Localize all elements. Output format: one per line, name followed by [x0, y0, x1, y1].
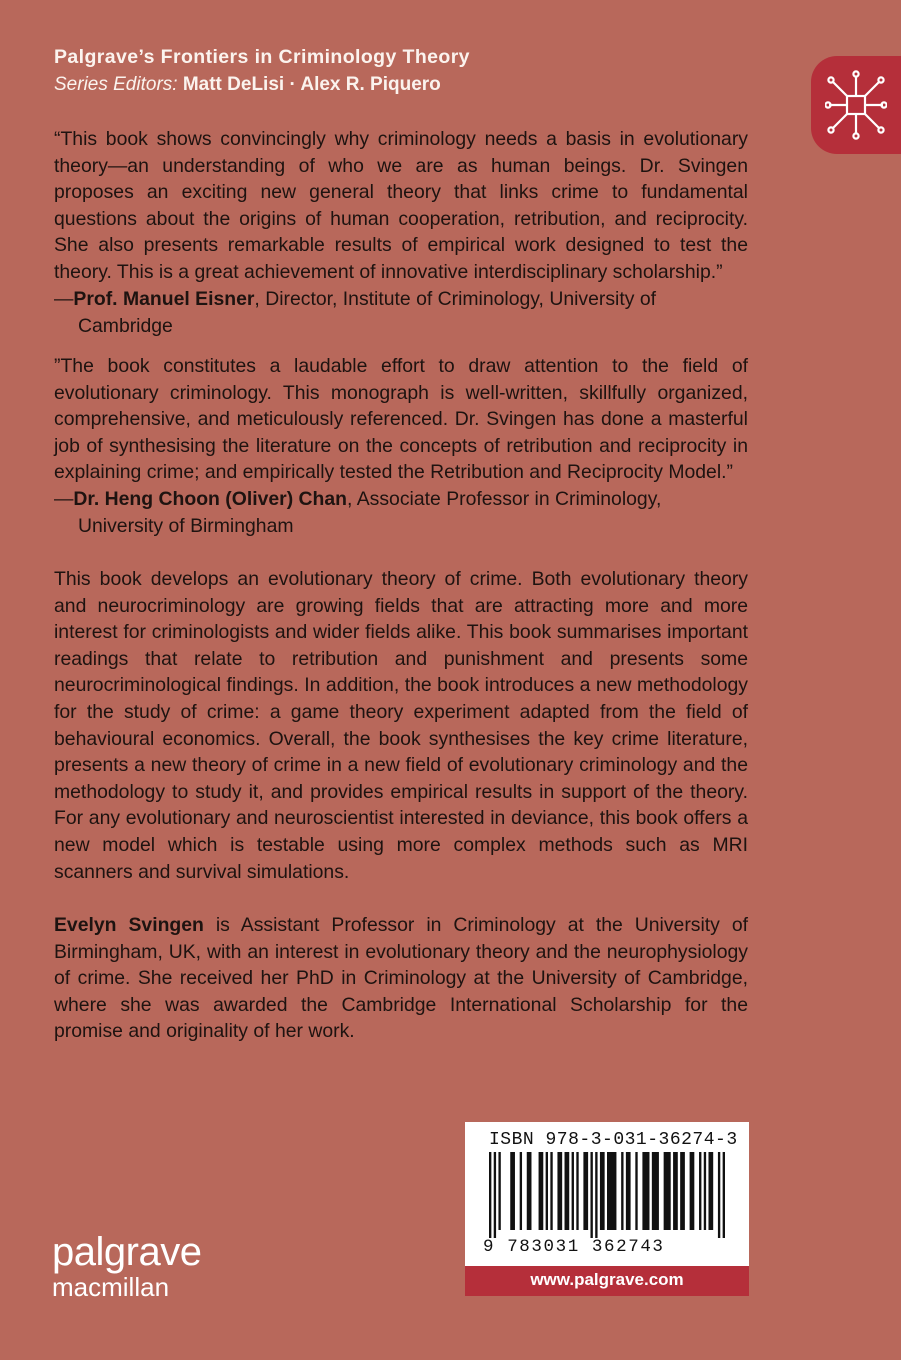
barcode-bar	[590, 1152, 592, 1238]
barcode-bar	[621, 1152, 623, 1230]
barcode-bar	[595, 1152, 597, 1238]
series-title: Palgrave’s Frontiers in Criminology Theory	[54, 46, 470, 68]
series-logo-tab	[811, 56, 901, 154]
endorser-name: Dr. Heng Choon (Oliver) Chan	[73, 488, 348, 510]
barcode-bar	[652, 1152, 659, 1230]
barcode-bar	[600, 1152, 605, 1230]
endorser-role-continued: University of Birmingham	[78, 514, 294, 537]
publisher-logo-line2: macmillan	[52, 1272, 170, 1302]
author-bio-text: is Assistant Professor in Criminology at the University of Birmingham, UK, with an interest in evolutionary theory and the neurophysiology of crime. She received her PhD in Criminology at the University of Cambridge, where she was awarded the Cambridge International Scholarship for the promise and originality of her work.	[54, 914, 748, 1043]
author-bio	[54, 912, 748, 1045]
book-description: This book develops an evolutionary theory of crime. Both evolutionary theory and neurocriminology are growing fields that are attracting more and more interest for criminologists and wider fields alike. This book summarises important readings that relate to retribution and punishment and presents some neurocriminological findings. In addition, the book introduces a new methodology for the study of crime: a game theory experiment adapted from the field of behavioural economics. Overall, the book synthesises the key crime literature, presents a new theory of crime in a new field of evolutionary criminology and the methodology to study it, and provides empirical results in support of the theory. For any evolutionary and neuroscientist interested in deviance, this book offers a new model which is testable using more complex methods such as MRI scanners and survival simulations.	[54, 568, 748, 883]
barcode-bar	[664, 1152, 671, 1230]
barcode-bar	[680, 1152, 685, 1230]
barcode-bar	[607, 1152, 616, 1230]
endorsement-attribution-2	[54, 486, 754, 539]
barcode-bar	[539, 1152, 544, 1230]
barcode-bar	[708, 1152, 713, 1230]
publisher-website[interactable]: www.palgrave.com	[465, 1266, 749, 1296]
barcode-bar	[498, 1152, 500, 1230]
barcode-bars	[489, 1152, 725, 1238]
attribution-dash: —	[54, 288, 74, 310]
barcode-bar	[510, 1152, 515, 1230]
barcode-bar	[673, 1152, 678, 1230]
barcode-bar	[572, 1152, 574, 1230]
barcode-bar	[626, 1152, 631, 1230]
barcode-bar	[520, 1152, 522, 1230]
barcode-digits: 9 783031 362743	[483, 1237, 665, 1257]
attribution-dash: —	[54, 488, 74, 510]
barcode-bar	[699, 1152, 701, 1230]
barcode-bar	[550, 1152, 552, 1230]
barcode-panel	[465, 1122, 749, 1266]
barcode-bar	[546, 1152, 548, 1230]
barcode-bar	[494, 1152, 496, 1238]
barcode-bar	[527, 1152, 532, 1230]
barcode-bar	[583, 1152, 588, 1230]
series-editors	[54, 74, 441, 96]
isbn-number: ISBN 978-3-031-36274-3	[489, 1130, 738, 1150]
series-editors-names: Matt DeLisi · Alex R. Piquero	[182, 74, 441, 95]
publisher-logo	[52, 1232, 201, 1300]
barcode-bar	[704, 1152, 706, 1230]
author-name: Evelyn Svingen	[54, 914, 204, 936]
series-editors-label: Series Editors:	[54, 74, 178, 95]
circuit-node-icon	[825, 70, 887, 140]
barcode-bar	[635, 1152, 637, 1230]
endorser-role: , Director, Institute of Criminology, University of	[254, 288, 657, 310]
endorser-role: , Associate Professor in Criminology,	[347, 488, 662, 510]
barcode-bar	[718, 1152, 720, 1238]
barcode-bar	[565, 1152, 570, 1230]
barcode-bar	[489, 1152, 491, 1238]
publisher-logo-line1: palgrave	[52, 1230, 202, 1274]
barcode-bar	[557, 1152, 562, 1230]
barcode-bar	[690, 1152, 695, 1230]
endorsement-quote-1: “This book shows convincingly why criminology needs a basis in evolutionary theory—an understanding of who we are as human beings. Dr. Svingen proposes an exciting new general theory that links crime to fundamental questions about the origins of human cooperation, retribution, and reciprocity. She also presents remarkable results of empirical work designed to test the theory. This is a great achievement of innovative interdisciplinary scholarship.”	[54, 128, 748, 283]
endorser-name: Prof. Manuel Eisner	[73, 288, 255, 310]
endorsement-attribution-1	[54, 286, 754, 339]
endorser-role-continued: Cambridge	[78, 314, 173, 337]
barcode-bar	[642, 1152, 649, 1230]
endorsement-quote-2: ”The book constitutes a laudable effort to draw attention to the field of evolutionary criminology. This monograph is well-written, skillfully organized, comprehensive, and meticulously referenced. Dr. Svingen has done a masterful job of synthesising the literature on the concepts of retribution and reciprocity in explaining crime; and empirically tested the Retribution and Reciprocity Model.”	[54, 355, 748, 484]
barcode-bar	[723, 1152, 725, 1238]
barcode-bar	[576, 1152, 578, 1230]
